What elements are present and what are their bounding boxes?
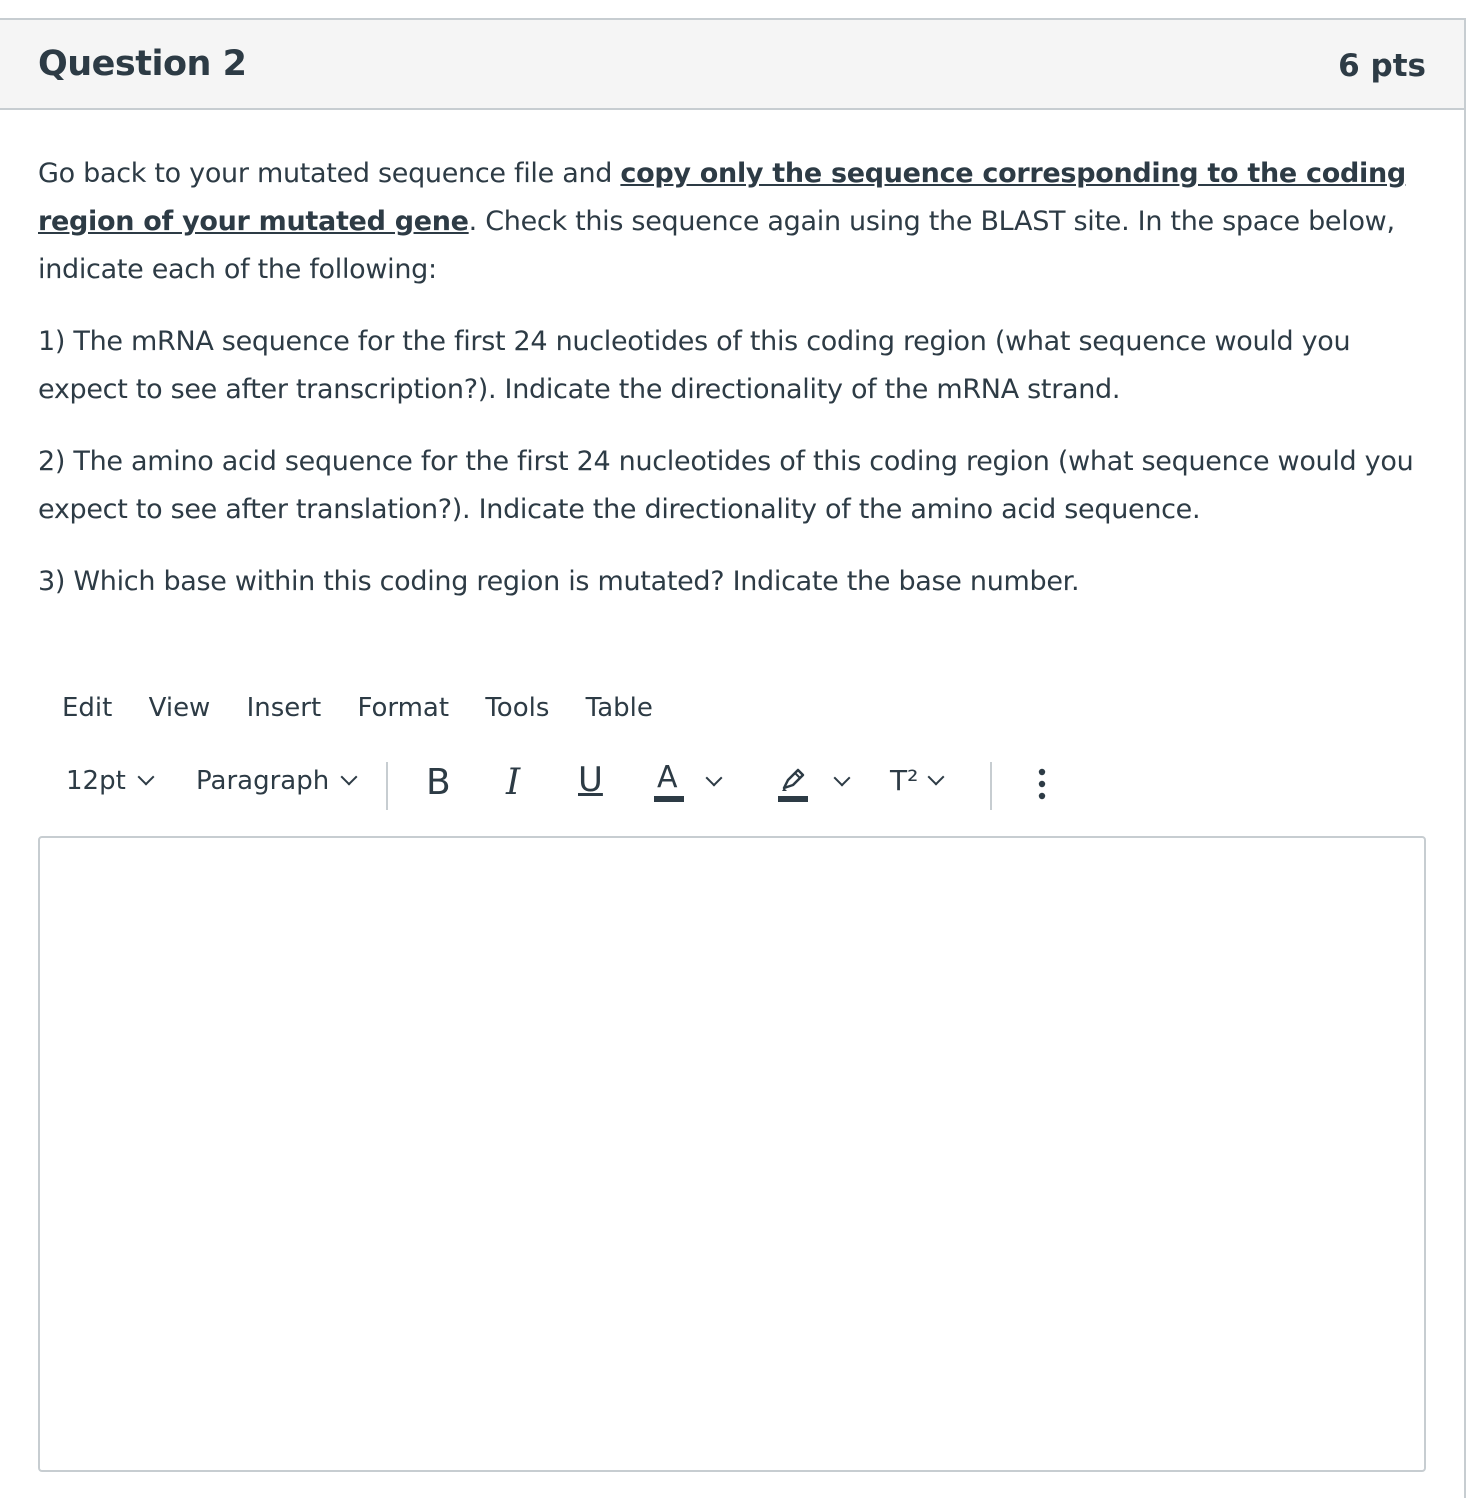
question-item-3: 3) Which base within this coding region is mutated? Indicate the base number. bbox=[38, 566, 1080, 597]
chevron-down-icon bbox=[928, 768, 945, 785]
text-color-icon: A bbox=[654, 760, 684, 804]
highlight-color-button[interactable] bbox=[778, 760, 848, 804]
font-size-dropdown[interactable] bbox=[66, 766, 152, 796]
chevron-down-icon bbox=[706, 770, 723, 787]
menu-insert[interactable]: Insert bbox=[246, 693, 322, 723]
question-item-1: 1) The mRNA sequence for the first 24 nucleotides of this coding region (what sequence would you expect to see after transcription?). Indicate the directionality of the mRNA strand. bbox=[38, 326, 1351, 405]
intro-text-before: Go back to your mutated sequence file and bbox=[38, 158, 621, 189]
more-vertical-icon bbox=[1036, 766, 1048, 802]
menu-format[interactable]: Format bbox=[357, 693, 450, 723]
question-text bbox=[38, 150, 1438, 630]
editor-menubar bbox=[62, 693, 681, 723]
underline-button[interactable] bbox=[578, 760, 603, 800]
toolbar-divider bbox=[386, 762, 388, 810]
menu-tools[interactable]: Tools bbox=[485, 693, 550, 723]
menu-view[interactable]: View bbox=[148, 693, 211, 723]
menu-edit[interactable]: Edit bbox=[62, 693, 113, 723]
chevron-down-icon bbox=[341, 769, 358, 786]
text-color-button[interactable] bbox=[654, 760, 720, 804]
question-points: 6 pts bbox=[1338, 48, 1426, 84]
menu-table[interactable]: Table bbox=[585, 693, 653, 723]
superscript-icon: T² bbox=[890, 764, 919, 797]
question-header bbox=[0, 20, 1464, 110]
highlighter-icon bbox=[778, 760, 808, 804]
answer-editor[interactable] bbox=[38, 836, 1426, 1472]
bold-button[interactable] bbox=[426, 762, 451, 803]
italic-icon: I bbox=[506, 762, 521, 803]
block-format-dropdown[interactable] bbox=[196, 766, 355, 796]
intro-emphasis: copy only the sequence corresponding to the coding region of your mutated gene bbox=[38, 158, 1406, 237]
question-item-2: 2) The amino acid sequence for the first 24 nucleotides of this coding region (what sequence would you expect to see after translation?). Indicate the directionality of the amino acid sequence. bbox=[38, 446, 1414, 525]
italic-button[interactable] bbox=[506, 762, 520, 803]
font-size-value: 12pt bbox=[66, 766, 126, 796]
question-title: Question 2 bbox=[38, 44, 247, 84]
more-options-button[interactable] bbox=[1036, 766, 1048, 802]
superscript-button[interactable] bbox=[890, 764, 942, 797]
intro-text-after: . Check this sequence again using the BLAST site. In the space below, indicate each of the following: bbox=[38, 206, 1395, 285]
toolbar-divider bbox=[990, 762, 992, 810]
bold-icon: B bbox=[426, 762, 451, 803]
question-intro bbox=[38, 150, 1438, 294]
underline-icon: U bbox=[578, 760, 603, 800]
chevron-down-icon bbox=[834, 770, 851, 787]
chevron-down-icon bbox=[137, 769, 154, 786]
editor-toolbar bbox=[40, 760, 1100, 816]
block-format-value: Paragraph bbox=[196, 766, 330, 796]
